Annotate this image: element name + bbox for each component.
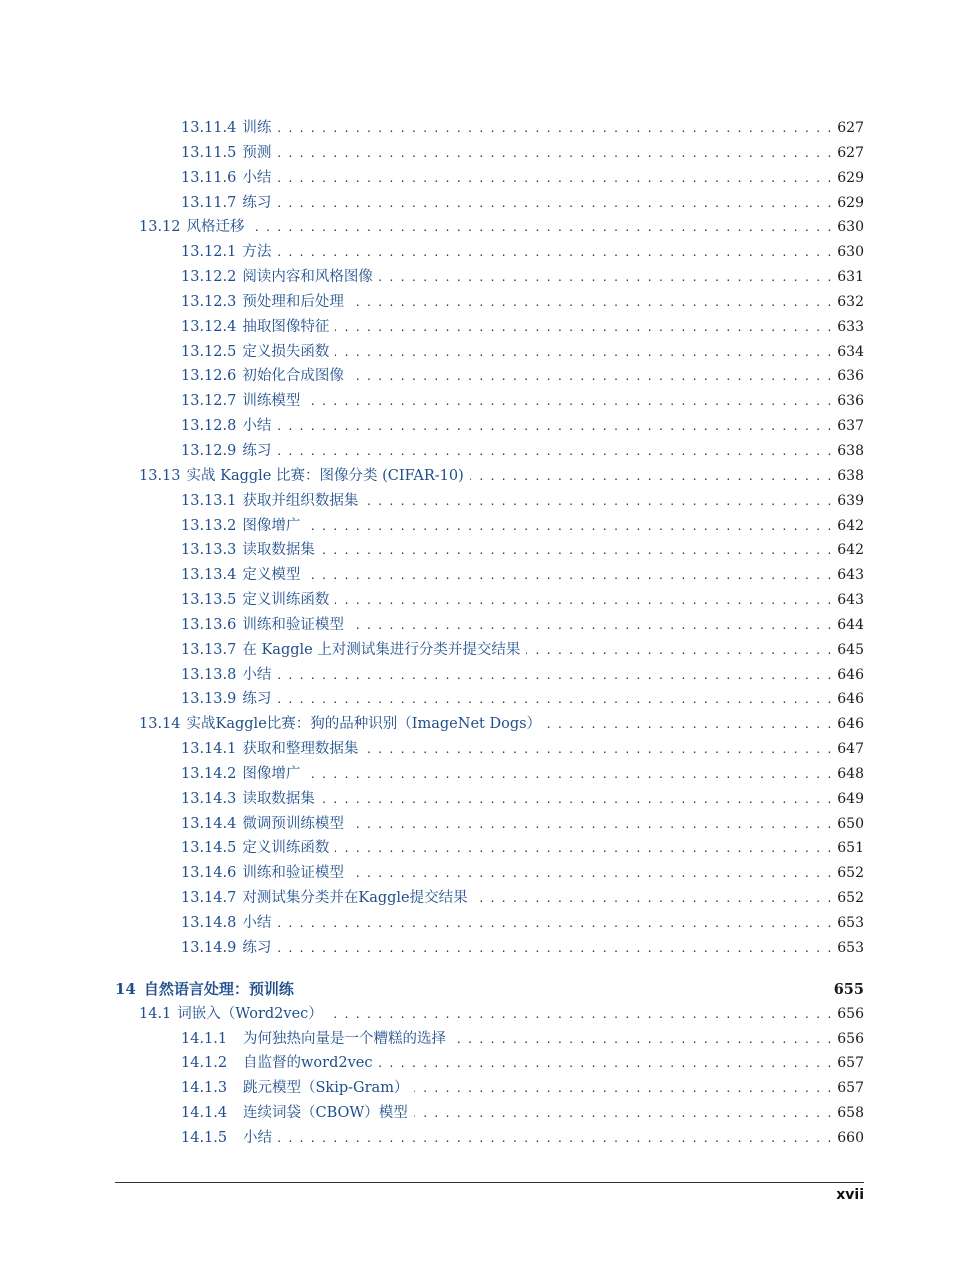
toc-entry-label[interactable]	[181, 489, 362, 514]
dot-leader	[335, 836, 831, 861]
toc-entry-page: 653	[837, 939, 864, 956]
toc-entry[interactable]	[115, 787, 864, 812]
toc-entry-label[interactable]	[181, 1051, 376, 1076]
dot-leader	[526, 638, 831, 663]
toc-entry-label[interactable]	[181, 290, 348, 315]
toc-entry-page: 642	[837, 542, 864, 559]
toc-entry-title: 定义模型	[242, 567, 301, 584]
toc-entry-label[interactable]	[181, 364, 348, 389]
toc-entry-number: 13.12.1	[181, 244, 237, 261]
toc-entry-number: 13.12.3	[181, 293, 237, 310]
toc-entry-number: 13.13.3	[181, 542, 237, 559]
toc-entry[interactable]	[115, 191, 864, 216]
dot-leader	[277, 166, 831, 191]
dot-leader	[306, 563, 831, 588]
dot-leader	[277, 663, 831, 688]
toc-entry-label[interactable]	[181, 1027, 450, 1052]
toc-entry-page: 638	[837, 467, 864, 484]
toc-entry-page: 638	[837, 442, 864, 459]
toc-entry-number: 13.12.9	[181, 442, 237, 459]
toc-entry[interactable]	[115, 976, 864, 1002]
dot-leader	[350, 812, 831, 837]
toc-entry-number: 13.12	[139, 219, 181, 236]
dot-leader	[306, 514, 831, 539]
toc-entry-page: 646	[837, 691, 864, 708]
toc-entry[interactable]	[115, 886, 864, 911]
toc-entry-label[interactable]	[181, 315, 333, 340]
toc-entry-page: 634	[837, 343, 864, 360]
toc-entry-page: 629	[837, 194, 864, 211]
toc-entry-page: 656	[837, 1005, 864, 1022]
toc-entry[interactable]	[115, 389, 864, 414]
toc-entry-title: 预测	[242, 144, 272, 161]
toc-entry[interactable]	[115, 1126, 864, 1151]
toc-entry-number: 13.13.8	[181, 666, 237, 683]
toc-entry-title: 阅读内容和风格图像	[242, 269, 373, 286]
dot-leader	[329, 1002, 831, 1027]
toc-entry-page: 642	[837, 517, 864, 534]
toc-entry-page: 652	[837, 890, 864, 907]
toc-entry-label[interactable]	[181, 737, 362, 762]
toc-entry-page: 627	[837, 120, 864, 136]
toc-entry-number: 14.1.1	[181, 1030, 228, 1047]
toc-entry[interactable]	[115, 215, 864, 240]
toc-entry-title: 小结	[242, 915, 272, 931]
toc-entry[interactable]	[115, 166, 864, 191]
toc-entry-number: 13.14.2	[181, 765, 237, 782]
toc-entry[interactable]	[115, 514, 864, 539]
toc-entry-number: 13.14.3	[181, 790, 237, 807]
toc-entry-title: 词嵌入（Word2vec）	[177, 1005, 323, 1022]
toc-entry-title: 训练和验证模型	[242, 616, 344, 633]
toc-entry-title: 小结	[242, 169, 272, 186]
toc-entry-number: 13.13.5	[181, 592, 237, 609]
toc-entry-label[interactable]	[181, 1101, 412, 1126]
dot-leader	[306, 389, 831, 414]
toc-entry-number: 13.13.7	[181, 641, 237, 658]
toc-entry-number: 13.14.9	[181, 939, 237, 956]
toc-entry-number: 14.1.3	[181, 1080, 228, 1097]
toc-entry[interactable]	[115, 638, 864, 663]
toc-entry[interactable]	[115, 290, 864, 315]
toc-entry-page: 627	[837, 144, 864, 161]
toc-entry-number: 14.1.4	[181, 1105, 228, 1122]
toc-entry-title: 为何独热向量是一个糟糕的选择	[243, 1030, 446, 1047]
toc-entry-page: 647	[837, 741, 864, 758]
toc-entry[interactable]	[115, 613, 864, 638]
toc-entry-title: 风格迁移	[186, 219, 245, 236]
toc-entry-title: 初始化合成图像	[242, 368, 344, 385]
toc-entry-label[interactable]	[181, 861, 348, 886]
footer-rule	[115, 1182, 864, 1183]
toc-entry-page: 651	[837, 840, 864, 857]
toc-entry-page: 649	[837, 790, 864, 807]
toc-entry-label[interactable]	[181, 638, 524, 663]
dot-leader	[278, 1126, 831, 1151]
dot-leader	[277, 911, 831, 936]
toc-entry[interactable]	[115, 861, 864, 886]
toc-entry-label[interactable]	[181, 514, 304, 539]
toc-entry-number: 13.12.4	[181, 318, 237, 335]
dot-leader	[378, 1051, 831, 1076]
dot-leader	[452, 1027, 831, 1052]
dot-leader	[277, 116, 831, 141]
toc-entry-page: 653	[837, 915, 864, 931]
dot-leader	[277, 687, 831, 712]
toc-entry-title: 定义训练函数	[242, 840, 330, 857]
toc-entry-page: 643	[837, 592, 864, 609]
dot-leader	[306, 762, 831, 787]
toc-entry-number: 13.13.2	[181, 517, 237, 534]
toc-entry[interactable]	[115, 1002, 864, 1027]
dot-leader	[364, 489, 831, 514]
toc-entry-page: 658	[837, 1105, 864, 1122]
dot-leader	[547, 712, 831, 737]
toc-entry-title: 微调预训练模型	[242, 815, 344, 832]
toc-entry-label[interactable]	[181, 439, 275, 464]
toc-entry-label[interactable]	[181, 563, 304, 588]
toc-entry-title: 读取数据集	[242, 790, 315, 807]
toc-entry[interactable]	[115, 489, 864, 514]
toc-entry-title: 获取和整理数据集	[242, 741, 359, 758]
toc-entry-title: 读取数据集	[242, 542, 315, 559]
toc-entry-page: 632	[837, 293, 864, 310]
toc-entry[interactable]	[115, 1076, 864, 1101]
toc-entry-title: 连续词袋（CBOW）模型	[243, 1105, 408, 1122]
toc-entry-title: 训练模型	[242, 393, 301, 410]
toc-entry[interactable]	[115, 836, 864, 861]
dot-leader	[277, 141, 831, 166]
toc-entry-label[interactable]	[181, 911, 275, 936]
toc-entry-label[interactable]	[181, 166, 275, 191]
toc-entry-page: 644	[837, 616, 864, 633]
dot-leader	[470, 464, 831, 489]
toc-entry-label[interactable]	[115, 976, 298, 1002]
toc-entry-number: 13.11.6	[181, 169, 237, 186]
toc-entry[interactable]	[115, 414, 864, 439]
dot-leader	[350, 861, 831, 886]
toc-entry-page: 655	[833, 980, 864, 998]
dot-leader	[277, 414, 831, 439]
toc-entry[interactable]	[115, 315, 864, 340]
toc-entry-page: 633	[837, 318, 864, 335]
toc-entry[interactable]	[115, 911, 864, 936]
toc-entry[interactable]	[115, 364, 864, 389]
dot-leader	[277, 191, 831, 216]
toc-entry-page: 637	[837, 418, 864, 435]
toc-entry-title: 图像增广	[242, 765, 301, 782]
toc-entry-label[interactable]	[139, 712, 545, 737]
toc-entry-label[interactable]	[181, 1076, 412, 1101]
toc-entry-title: 跳元模型（Skip-Gram）	[243, 1080, 409, 1097]
toc-entry-number: 13.14.6	[181, 865, 237, 882]
toc-entry-page: 646	[837, 666, 864, 683]
toc-entry-label[interactable]	[181, 538, 319, 563]
toc-entry-label[interactable]	[139, 464, 468, 489]
toc-entry-page: 630	[837, 244, 864, 261]
toc-entry-page: 639	[837, 492, 864, 509]
toc-entry-page: 657	[837, 1055, 864, 1072]
toc-entry-number: 13.13.9	[181, 691, 237, 708]
toc-entry-page: 656	[837, 1030, 864, 1047]
toc-entry-label[interactable]	[181, 1126, 276, 1151]
toc-entry-title: 练习	[242, 194, 272, 211]
toc-entry-label[interactable]	[139, 215, 249, 240]
toc-entry-number: 14.1	[139, 1005, 172, 1022]
dot-leader	[350, 290, 831, 315]
toc-entry-number: 13.14.5	[181, 840, 237, 857]
toc-entry-title: 小结	[242, 418, 272, 435]
toc-entry-label[interactable]	[181, 389, 304, 414]
toc-entry-number: 13.11.4	[181, 120, 237, 136]
toc-entry-title: 定义训练函数	[242, 592, 330, 609]
toc-entry-number: 13.14	[139, 716, 181, 733]
toc-entry-title: 定义损失函数	[242, 343, 330, 360]
dot-leader	[350, 613, 831, 638]
dot-leader	[364, 737, 831, 762]
toc-entry-label[interactable]	[181, 191, 275, 216]
toc-entry-title: 方法	[242, 244, 272, 261]
toc-entry-page: 636	[837, 368, 864, 385]
toc-entry-number: 13.11.5	[181, 144, 237, 161]
toc-entry[interactable]	[115, 687, 864, 712]
toc-entry-page: 636	[837, 393, 864, 410]
table-of-contents	[115, 116, 864, 1151]
toc-entry-number: 13.12.7	[181, 393, 237, 410]
toc-entry[interactable]	[115, 240, 864, 265]
toc-entry[interactable]	[115, 737, 864, 762]
toc-entry[interactable]	[115, 116, 864, 141]
toc-entry-label[interactable]	[181, 265, 377, 290]
toc-entry-number: 13.11.7	[181, 194, 237, 211]
toc-entry[interactable]	[115, 812, 864, 837]
dot-leader	[335, 340, 831, 365]
toc-entry-label[interactable]	[181, 663, 275, 688]
toc-entry-page: 660	[837, 1129, 864, 1146]
toc-entry-label[interactable]	[139, 1002, 327, 1027]
toc-entry-page: 645	[837, 641, 864, 658]
toc-entry[interactable]	[115, 663, 864, 688]
dot-leader	[335, 315, 831, 340]
toc-entry[interactable]	[115, 340, 864, 365]
toc-entry-title: 自监督的word2vec	[243, 1055, 373, 1072]
dot-leader	[277, 936, 831, 961]
toc-entry-title: 实战 Kaggle 比赛：图像分类 (CIFAR-10)	[186, 467, 464, 484]
toc-entry-label[interactable]	[181, 414, 275, 439]
toc-entry[interactable]	[115, 1101, 864, 1126]
toc-entry-page: 652	[837, 865, 864, 882]
toc-entry-number: 13.12.8	[181, 418, 237, 435]
toc-entry[interactable]	[115, 141, 864, 166]
toc-entry-number: 13.12.6	[181, 368, 237, 385]
toc-entry[interactable]	[115, 1051, 864, 1076]
toc-entry[interactable]	[115, 588, 864, 613]
toc-entry-page: 646	[837, 716, 864, 733]
toc-entry-title: 小结	[243, 1129, 272, 1146]
toc-entry-title: 实战Kaggle比赛：狗的品种识别（ImageNet Dogs）	[186, 716, 542, 733]
toc-entry[interactable]	[115, 538, 864, 563]
toc-entry-title: 在 Kaggle 上对测试集进行分类并提交结果	[242, 641, 521, 658]
dot-leader	[277, 240, 831, 265]
toc-entry-label[interactable]	[181, 141, 275, 166]
toc-entry-number: 13.13	[139, 467, 181, 484]
toc-entry-title: 预处理和后处理	[242, 293, 344, 310]
toc-entry-title: 小结	[242, 666, 272, 683]
toc-entry-number: 14.1.2	[181, 1055, 228, 1072]
toc-entry[interactable]	[115, 464, 864, 489]
dot-leader	[321, 538, 831, 563]
toc-entry-label[interactable]	[181, 240, 275, 265]
toc-entry-number: 13.13.1	[181, 492, 237, 509]
toc-entry-page: 648	[837, 765, 864, 782]
toc-entry-page: 650	[837, 815, 864, 832]
toc-entry-title: 练习	[242, 691, 272, 708]
toc-entry-number: 13.13.4	[181, 567, 237, 584]
toc-entry-label[interactable]	[181, 812, 348, 837]
toc-entry-label[interactable]	[181, 340, 333, 365]
toc-entry-title: 抽取图像特征	[242, 318, 330, 335]
toc-entry-title: 训练和验证模型	[242, 865, 344, 882]
toc-entry-title: 练习	[242, 939, 272, 956]
toc-entry-page: 643	[837, 567, 864, 584]
dot-leader	[321, 787, 831, 812]
toc-entry-title: 练习	[242, 442, 272, 459]
toc-entry-label[interactable]	[181, 116, 275, 141]
toc-entry-title: 图像增广	[242, 517, 301, 534]
toc-entry-number: 13.14.1	[181, 741, 237, 758]
toc-entry-number: 14.1.5	[181, 1129, 228, 1146]
dot-leader	[335, 588, 831, 613]
toc-entry-label[interactable]	[181, 762, 304, 787]
toc-entry-number: 13.14.4	[181, 815, 237, 832]
toc-entry-label[interactable]	[181, 886, 472, 911]
toc-entry-number: 13.13.6	[181, 616, 237, 633]
toc-entry[interactable]	[115, 712, 864, 737]
toc-entry-title: 训练	[242, 120, 272, 136]
toc-entry-label[interactable]	[181, 613, 348, 638]
toc-entry-title: 自然语言处理：预训练	[143, 979, 294, 998]
toc-entry[interactable]	[115, 563, 864, 588]
toc-entry-page: 629	[837, 169, 864, 186]
toc-entry[interactable]	[115, 762, 864, 787]
page-number: xvii	[836, 1187, 864, 1203]
toc-entry-label[interactable]	[181, 588, 333, 613]
toc-entry-label[interactable]	[181, 687, 275, 712]
toc-entry-number: 13.12.2	[181, 269, 237, 286]
toc-entry[interactable]	[115, 265, 864, 290]
toc-entry-number: 13.14.8	[181, 915, 237, 931]
dot-leader	[251, 215, 832, 240]
dot-leader	[414, 1076, 831, 1101]
toc-entry-label[interactable]	[181, 936, 275, 961]
toc-entry-page: 631	[837, 269, 864, 286]
toc-entry[interactable]	[115, 1027, 864, 1052]
toc-entry-page: 657	[837, 1080, 864, 1097]
toc-entry-page: 630	[837, 219, 864, 236]
toc-entry-number: 13.14.7	[181, 890, 237, 907]
toc-entry-number: 13.12.5	[181, 343, 237, 360]
toc-entry-label[interactable]	[181, 836, 333, 861]
dot-leader	[277, 439, 831, 464]
dot-leader	[379, 265, 831, 290]
dot-leader	[474, 886, 832, 911]
dot-leader	[350, 364, 831, 389]
toc-entry-title: 对测试集分类并在Kaggle提交结果	[242, 890, 468, 907]
dot-leader	[414, 1101, 831, 1126]
toc-entry-number: 14	[115, 979, 136, 998]
toc-entry-label[interactable]	[181, 787, 319, 812]
toc-entry[interactable]	[115, 936, 864, 961]
toc-entry[interactable]	[115, 439, 864, 464]
toc-entry-title: 获取并组织数据集	[242, 492, 359, 509]
